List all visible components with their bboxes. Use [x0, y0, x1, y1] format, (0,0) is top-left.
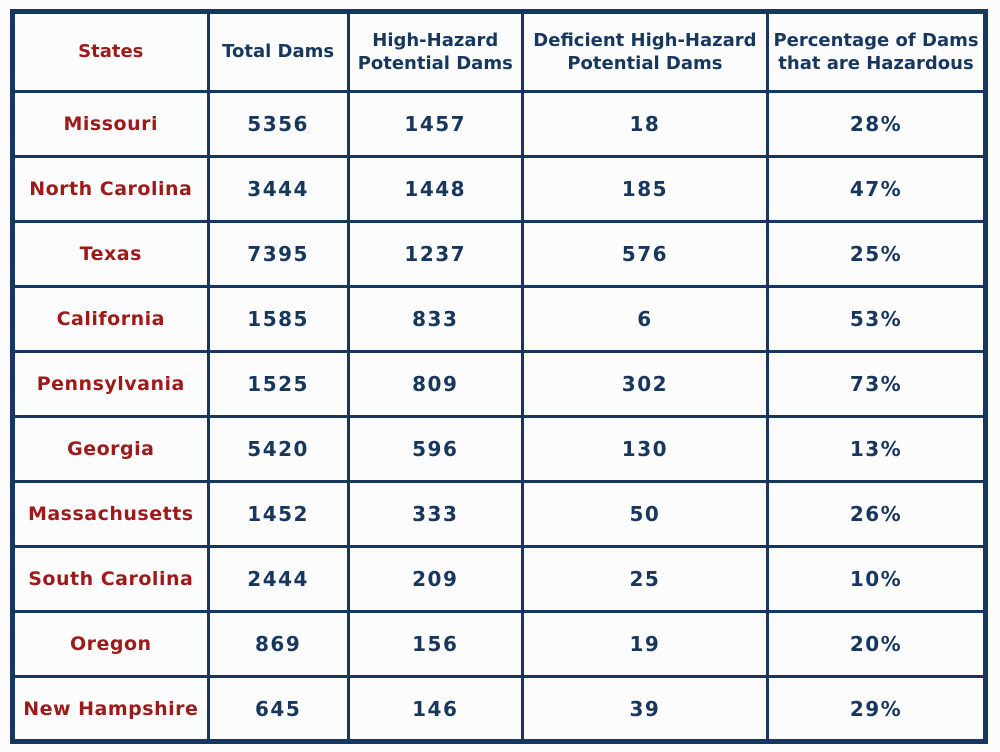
cell-percentage: 25% [768, 222, 986, 287]
cell-state: North Carolina [13, 157, 209, 222]
table-header [13, 12, 986, 92]
cell-deficient: 302 [522, 352, 767, 417]
table-row [13, 482, 986, 547]
cell-state: Oregon [13, 612, 209, 677]
cell-total-dams: 1585 [208, 287, 348, 352]
cell-state: Missouri [13, 92, 209, 157]
cell-high-hazard: 1457 [348, 92, 522, 157]
cell-percentage: 13% [768, 417, 986, 482]
cell-high-hazard: 1237 [348, 222, 522, 287]
table-row [13, 612, 986, 677]
column-header-states: States [13, 12, 209, 92]
cell-total-dams: 5420 [208, 417, 348, 482]
cell-deficient: 50 [522, 482, 767, 547]
column-header-total-dams: Total Dams [208, 12, 348, 92]
cell-percentage: 28% [768, 92, 986, 157]
table-row [13, 352, 986, 417]
table-row [13, 157, 986, 222]
cell-deficient: 39 [522, 677, 767, 742]
column-header-high-hazard: High-Hazard Potential Dams [348, 12, 522, 92]
cell-high-hazard: 1448 [348, 157, 522, 222]
cell-percentage: 53% [768, 287, 986, 352]
table-row [13, 677, 986, 742]
cell-deficient: 18 [522, 92, 767, 157]
cell-percentage: 47% [768, 157, 986, 222]
cell-state: South Carolina [13, 547, 209, 612]
table-row [13, 287, 986, 352]
cell-high-hazard: 833 [348, 287, 522, 352]
cell-total-dams: 3444 [208, 157, 348, 222]
cell-high-hazard: 596 [348, 417, 522, 482]
cell-total-dams: 1452 [208, 482, 348, 547]
cell-state: Georgia [13, 417, 209, 482]
cell-high-hazard: 809 [348, 352, 522, 417]
table-row [13, 547, 986, 612]
cell-deficient: 185 [522, 157, 767, 222]
cell-high-hazard: 156 [348, 612, 522, 677]
cell-total-dams: 5356 [208, 92, 348, 157]
cell-state: New Hampshire [13, 677, 209, 742]
cell-percentage: 73% [768, 352, 986, 417]
cell-percentage: 26% [768, 482, 986, 547]
table-row [13, 417, 986, 482]
cell-total-dams: 645 [208, 677, 348, 742]
cell-percentage: 29% [768, 677, 986, 742]
column-header-percentage: Percentage of Dams that are Hazardous [768, 12, 986, 92]
cell-state: Pennsylvania [13, 352, 209, 417]
cell-total-dams: 7395 [208, 222, 348, 287]
cell-high-hazard: 209 [348, 547, 522, 612]
cell-state: California [13, 287, 209, 352]
cell-high-hazard: 146 [348, 677, 522, 742]
cell-total-dams: 1525 [208, 352, 348, 417]
table-row [13, 92, 986, 157]
cell-high-hazard: 333 [348, 482, 522, 547]
dams-table [10, 9, 988, 744]
cell-state: Massachusetts [13, 482, 209, 547]
cell-total-dams: 869 [208, 612, 348, 677]
cell-total-dams: 2444 [208, 547, 348, 612]
table-body [13, 92, 986, 742]
column-header-deficient: Deficient High-Hazard Potential Dams [522, 12, 767, 92]
cell-deficient: 130 [522, 417, 767, 482]
cell-percentage: 20% [768, 612, 986, 677]
dams-table-container [10, 9, 988, 741]
cell-state: Texas [13, 222, 209, 287]
header-row [13, 12, 986, 92]
cell-deficient: 19 [522, 612, 767, 677]
cell-deficient: 25 [522, 547, 767, 612]
cell-deficient: 6 [522, 287, 767, 352]
table-row [13, 222, 986, 287]
cell-deficient: 576 [522, 222, 767, 287]
cell-percentage: 10% [768, 547, 986, 612]
